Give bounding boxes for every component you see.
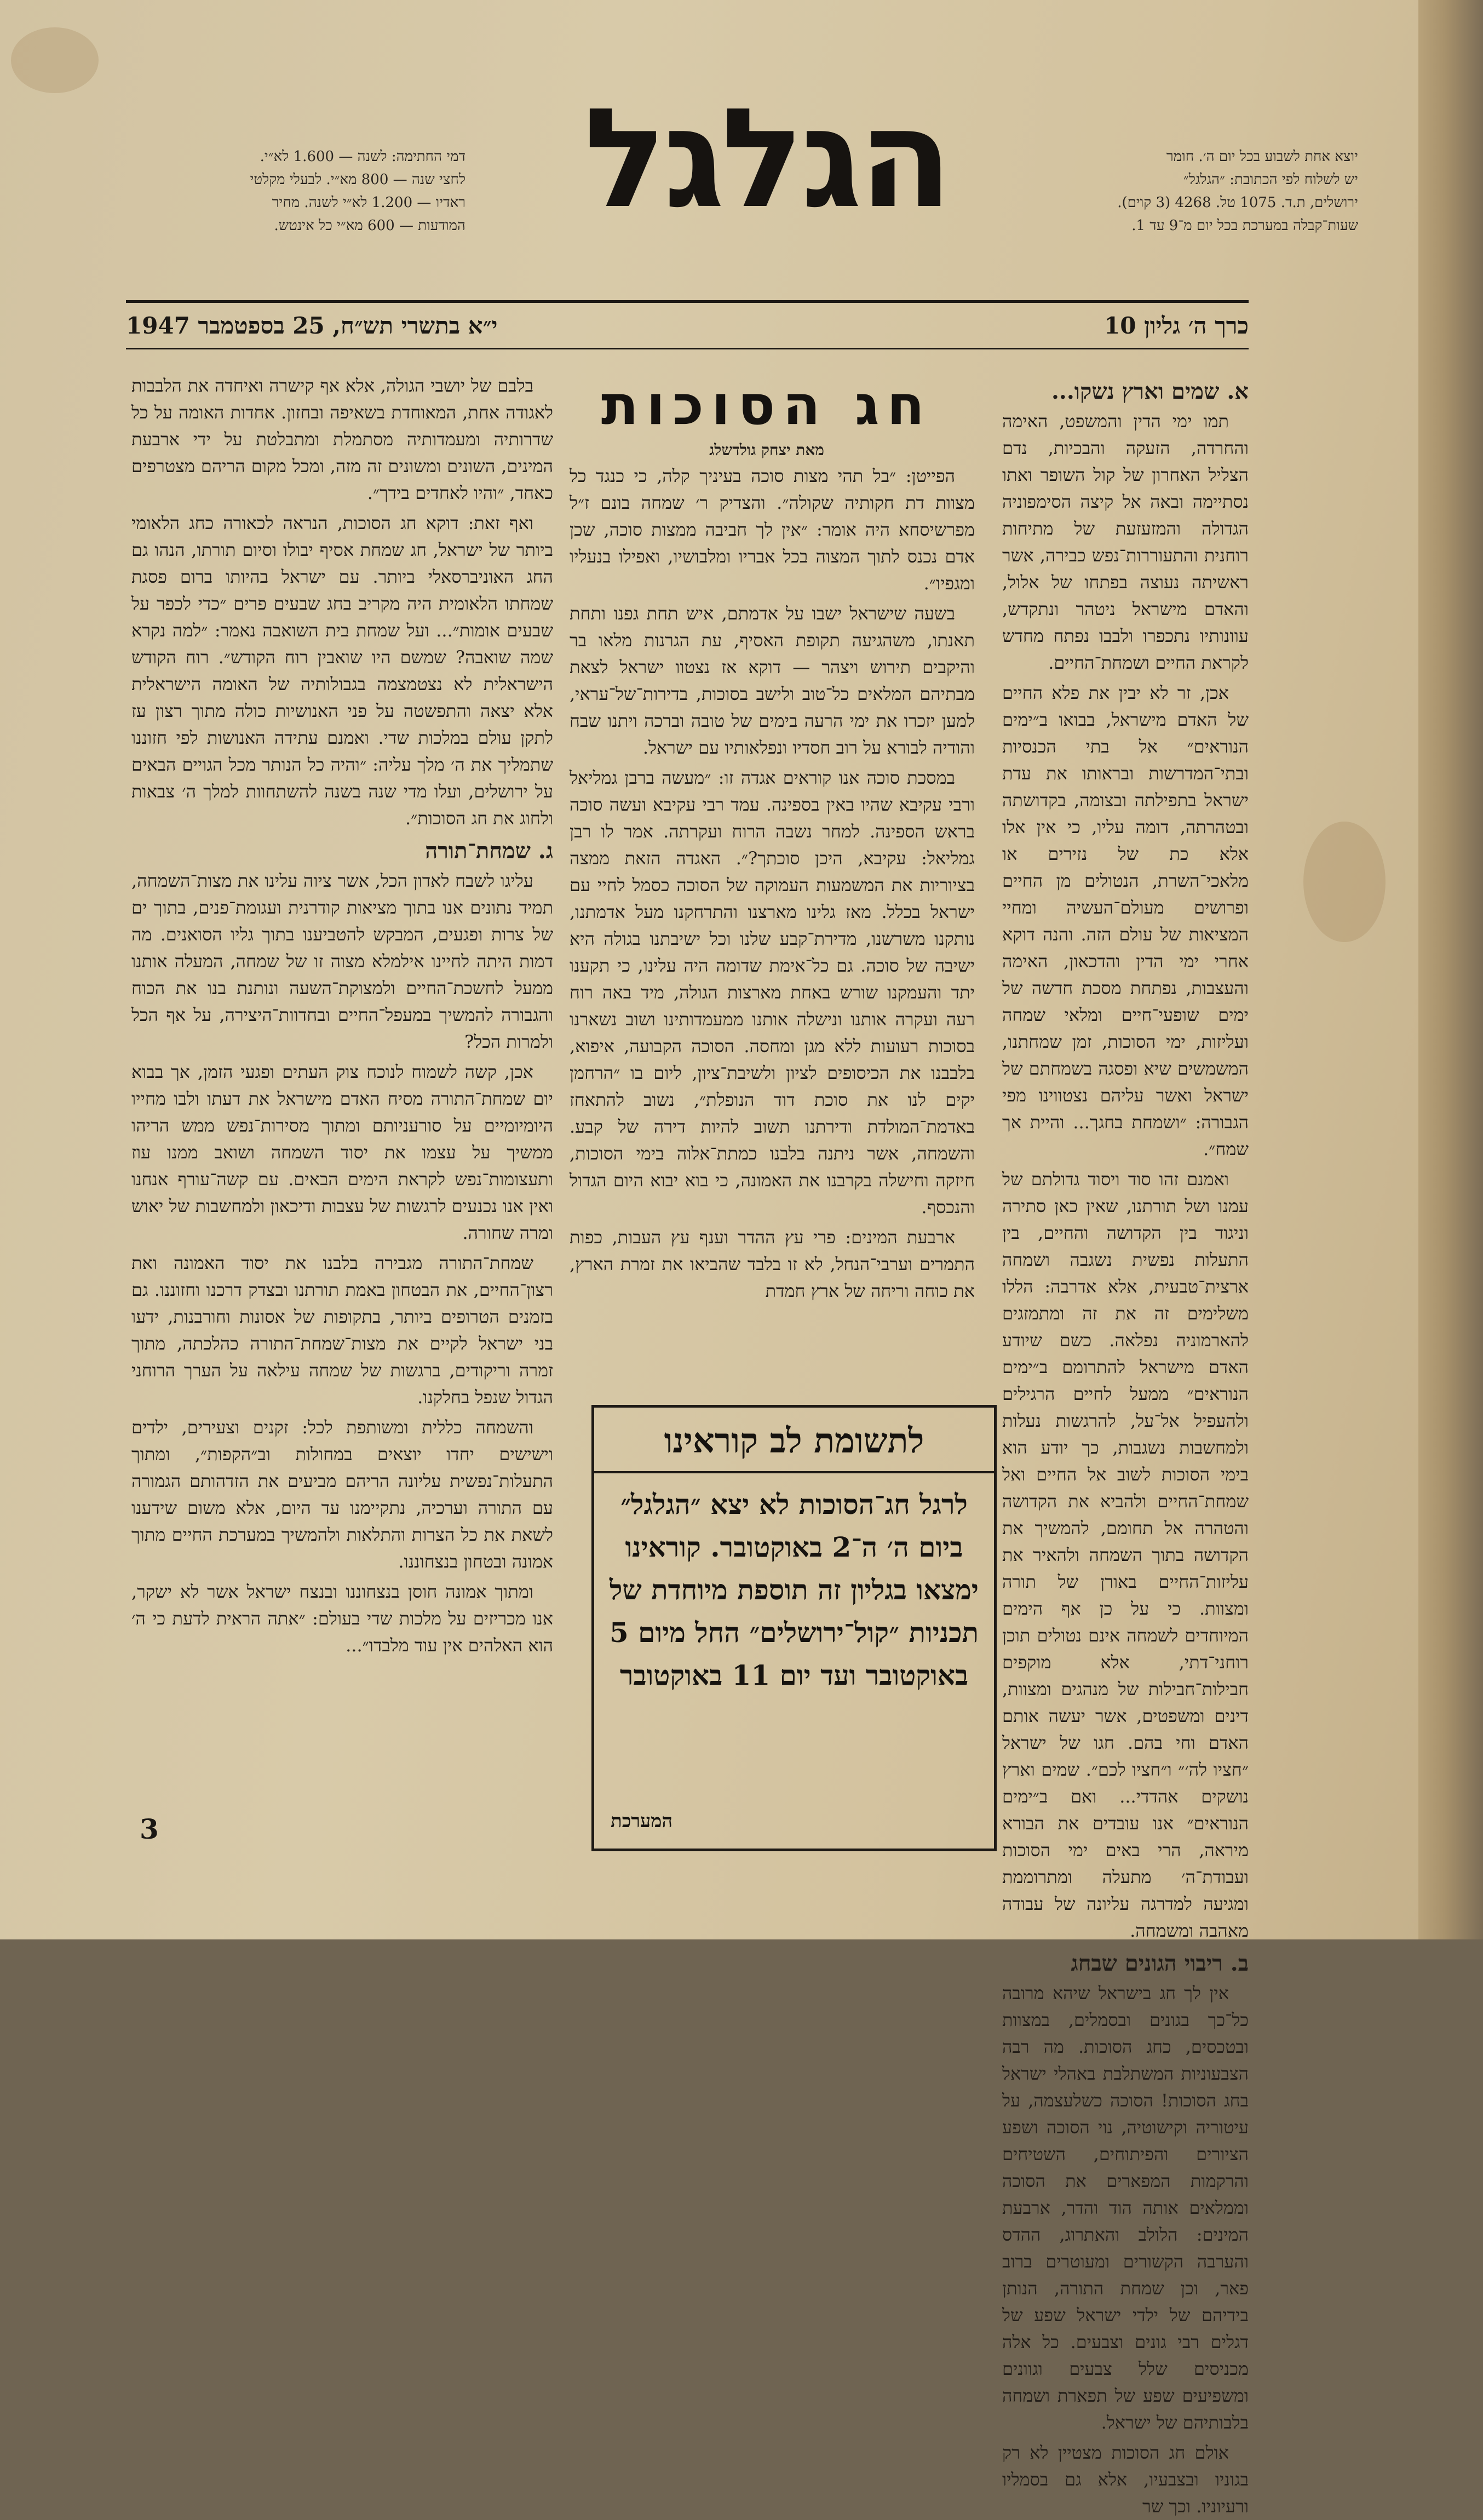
paper-stain: [11, 27, 99, 93]
paper-stain: [1303, 822, 1386, 942]
issue-date: י״א בתשרי תש״ח, 25 בספטמבר 1947: [126, 312, 498, 339]
issue-volume: כרך ה׳ גליון 10: [1104, 312, 1249, 339]
paragraph: אולם חג הסוכות מצטיין לא רק בגוניו ובצבעיו, אלא גם בסמליו ורעיוניו. וכך שר: [1002, 2442, 1249, 2517]
notice-body: לרגל חג־הסוכות לא יצא ״הגלגל״ ביום ה׳ ה־2 באוקטובר. קוראינו ימצאו בגליון זה תוספת מיוחדת של תכניות ״קול־ירושלים״ החל מיום 5 באוקטובר ועד יום 11 באוקטובר: [609, 1488, 979, 1691]
paragraph: והשמחה כללית ומשותפת לכל: זקנים וצעירים, ילדים וישישים יחדו יוצאים במחולות וב״הקפות״, ומתוך התעלות־נפשית עליונה הריהם מביעים את הזדהותם הגמורה עם התורה וערכיה, נתקיימנו עד היום, אלא משום שידענו לשאת את כל הצרות והתלאות ולהמשיך במערכת החיים מתוך אמונה ובטחון בנצחוננו.: [131, 1417, 553, 1572]
section-heading-b: ב. ריבוי הגונים שבחג: [1071, 1950, 1249, 1976]
section-heading-c: ג. שמחת־תורה: [425, 838, 553, 864]
paragraph: תמו ימי הדין והמשפט, האימה והחרדה, הזעקה והבכיות, נדם הצליל האחרון של קול השופר ואתו נסתיימה ובאה אל קיצה הסימפוניה הגדולה והמזעזעת של מתיחות רוחנית והתעוררות־נפש כבירה, אשר ראשיתה נעוצה בפתחו של אלול, והאדם מישראל ניטהר ונתקדש, עוונותיו נתכפרו ולבבו נפתח מחדש לקראת החיים ושמחת־החיים.: [1002, 411, 1249, 673]
top-rule: [126, 300, 1249, 303]
paragraph: אין לך חג בישראל שיהא מרובה כל־כך בגונים ובסמלים, במצוות ובטכסים, כחג הסוכות. מה רבה הצבעוניות המשתלבת באהלי ישראל בחג הסוכות! הסוכה כשלעצמה, על עיטוריה וקישוטיה, נוי הסוכה ושפע הציורים והפיתוחים, השטיחים והרקמות המפארים את הסוכה וממלאים אותה הוד והדר, ארבעת המינים: הלולב והאתרוג, ההדס והערבה הקשורים ומעוטרים ברוב פאר, וכן שמחת התורה, הנותן בידיהם של ילדי ישראל שפע של דגלים רבי גונים וצבעים. כל אלה מכניסים שלל צבעים וגוונים ומשפיעים שפע של תפארת ושמחה בלבותיהם של ישראל.: [1002, 1983, 1249, 2433]
column-middle: [570, 463, 975, 1383]
article-title: חג הסוכות: [601, 373, 933, 437]
notice-heading: לתשומת לב קוראינו: [594, 1417, 994, 1473]
paragraph: שמחת־התורה מגבירה בלבנו את יסוד האמונה ואת רצון־החיים, את הבטחון באמת תורתנו ובצדק דרכנו וחזוננו. גם בזמנים הטרופים ביותר, בתקופות של אסונות וחורבנות, ידעו בני ישראל לקיים את מצות־שמחת־התורה כהלכתה, מתוך זמרה וריקודים, ברגשות של שמחה עילאה על הערך הרוחני הגדול שנפל בחלקנו.: [131, 1253, 553, 1408]
column-left: [131, 372, 553, 1818]
masthead-title: הגלגל: [584, 79, 950, 238]
column-right: [1002, 372, 1249, 2517]
paragraph: הפייטן: ״בל תהי מצות סוכה בעיניך קלה, כי כנגד כל מצוות דת חקותיה שקולה״. והצדיק ר׳ שמחה בונם ז״ל מפרשיסחא היה אומר: ״אין לך חביבה ממצות סוכה, שכן אדם נכנס לתוך המצוה בכל אבריו ומלבושיו, ואפילו בנעליו ומגפיו״.: [570, 466, 975, 594]
paragraph: ארבעת המינים: פרי עץ ההדר וענף עץ העבות, כפות התמרים וערבי־הנחל, לא זו בלבד שהביאו את זמרת הארץ, את כוחה וריחה של ארץ חמדת: [570, 1227, 975, 1301]
notice-signature: המערכת: [611, 1810, 673, 1832]
paragraph: ואמנם זהו סוד ויסוד גדולתם של עמנו ושל תורתנו, שאין כאן סתירה וניגוד בין הקדושה והחיים, בין התעלות נפשית נשגבה ושמחה ארצית־טבעית, אלא אדרבה: הללו משלימים זה את זה ומתמזגים להארמוניה נפלאה. כשם שיודע האדם מישראל להתרומם ב״ימים הנוראים״ ממעל לחיים הרגילים ולהעפיל אל־על, להרגשות נעלות ולמחשבות נשגבות, כך יודע הוא בימי הסוכות לשוב אל החיים ואל שמחת־החיים ולהביא את הקדושה והטהרה אל תחומם, להמשיך את הקדושה בתוך השמחה ולהאיר את עליזות־החיים באורן של תורה ומצוות. כי על כן אף הימים המיוחדים לשמחה אינם נטולים תוכן רוחני־דתי, אלא מוקפים חבילות־חבילות של מנהגים ומצוות, דינים ומשפטים, אשר יעשה אותם האדם וחי בהם. חגו של ישראל ״חציו לה׳״ ו״חציו לכם״. שמים וארץ נושקים אהדדי... ואם ב״ימים הנוראים״ אנו עובדים את הבורא מיראה, הרי באים ימי הסוכות ועבודת־ה׳ מתעלה ומתרוממת ומגיעה למדרגה עליונה של עבודה מאהבה ומשמחה.: [1002, 1169, 1249, 1941]
paragraph: אכן, קשה לשמוח לנוכח צוק העתים ופגעי הזמן, אך בבוא יום שמחת־התורה מסיח האדם מישראל את דעתו ולבו מחייו היומיומיים על סורעניותם ומתוך מסירות־נפש ממש הריהו ממשיך על עצמו את יסוד השמחה ושואב ממנו עוז ותעצומות־נפש לקראת הימים הבאים. עם קשה־עורף אנחנו ואין אנו נכנעים לרגשות של עצבות ודיכאון ולמחשבות של יאוש ומרה שחורה.: [131, 1061, 553, 1243]
article-byline: מאת יצחק גולדשלג: [709, 441, 824, 459]
issue-bar: [126, 307, 1249, 345]
page-number: 3: [140, 1813, 159, 1845]
section-heading-a: א. שמים וארץ נשקו...: [1051, 378, 1249, 404]
masthead-publication-info: יוצא אחת לשבוע בכל יום ה׳. חומר יש לשלוח לפי הכתובת: ״הגלגל״ ירושלים, ת.ד. 1075 טל. 4268 (3 קוים). שעות־קבלה במערכת בכל יום מ־9 עד 1.: [1117, 148, 1358, 234]
notice-box: [591, 1405, 997, 1851]
bottom-rule: [126, 348, 1249, 349]
paragraph: בלבם של יושבי הגולה, אלא אף קישרה ואיחדה את הלבבות לאגודה אחת, המאוחדת בשאיפה ובחזון. אחדות האומה על כל שדרותיה ומעמדותיה מסתמלת ומתבלטת על ידי ארבעת המינים, השונים ומשונים זה מזה, ומכל מקום הריהם מצטרפים כאחד, ״והיו לאחדים בידך״.: [131, 375, 553, 503]
paragraph: בשעה שישראל ישבו על אדמתם, איש תחת גפנו ותחת תאנתו, משהגיעה תקופת האסיף, עת הגרנות מלאו בר והיקבים תירוש ויצהר — דוקא אז נצטוו ישראל לצאת מבתיהם המלאים כל־טוב ולישב בסוכות, בדירות־של־עראי, למען יזכרו את ימי הרעה בימים של טובה וברכה ויתנו שבח והודיה לבורא על רוב חסדיו ונפלאותיו עם ישראל.: [570, 603, 975, 758]
masthead-subscription-info: דמי החתימה: לשנה — 1.600 לא״י. לחצי שנה — 800 מא״י. לבעלי מקלטי ראדיו — 1.200 לא״י לשנה. מחיר המודעות — 600 מא״י כל אינטש.: [250, 148, 465, 234]
paragraph: אכן, זר לא יבין את פלא החיים של האדם מישראל, בבואו ב״ימים הנוראים״ אל בתי הכנסיות ובתי־המדרשות ובראותו את עדת ישראל בתפילתה ובצומה, בקדושתה ובטהרתה, דומה עליו, כי אין אלו אלא כת של נזירים או מלאכי־השרת, הנטולים מן החיים ופרושים מעולם־העשיה ומחיי המציאות של עולם הזה. והנה דוקא אחרי ימי הדין והדכאון, האימה והעצבות, נפתחת מסכת חדשה של ימים שופעי־חיים ומלאי שמחה ועליזות, ימי הסוכות, זמן שמחתנו, המשמשים שיא ופסגה בשמחתם של ישראל ואשר עליהם נצטווינו מפי הגבורה: ״ושמחת בחגך... והיית אך שמח״.: [1002, 682, 1249, 1159]
paragraph: עליגו לשבח לאדון הכל, אשר ציוה עלינו את מצות־השמחה, תמיד נתונים אנו בתוך מציאות קודרנית ועגומת־פנים, בתוך ים של צרות ופגעים, המבקש להטביענו בתוך גליו הסואנים. מה דמות היתה לחיינו אילמלא מצוה זו של שמחה, המעלה אותנו ממעל לחשכת־החיים ולמצוקת־השעה ונותנת בנו את הכוח והגבורה להמשיך במעפל־החיים ובחדוות־היצירה, על אף הכל ולמרות הכל?: [131, 870, 553, 1052]
binding-edge: [1418, 0, 1483, 1939]
paragraph: ואף זאת: דוקא חג הסוכות, הנראה לכאורה כחג הלאומי ביותר של ישראל, חג שמחת אסיף יבולו וסיום תורתו, הנהו גם החג האוניברסאלי ביותר. עם ישראל בהיותו ברום פסגת שמחתו הלאומית היה מקריב בחג שבעים פרים ״כדי לכפר על שבעים אומות״... ועל שמחת בית השואבה נאמר: ״למה נקרא שמה שואבה? שמשם היו שואבין רוח הקודש״. רוח הקודש הישראלית לא נצטמצמה בגבולותיה של האומה הישראלית אלא יצאה והתפשטה על פני האנושיות כולה מתוך רצון עז לתקן עולם במלכות שדי. ואמנם עתידה האנושות לפי חזוננו שתמליך את ה׳ מלך עליה: ״והיה כל הנותר מכל הגויים הבאים על ירושלים, ועלו מדי שנה בשנה להשתחוות למלך ה׳ צבאות ולחוג את חג הסוכות״.: [131, 513, 554, 829]
paragraph: במסכת סוכה אנו קוראים אגדה זו: ״מעשה ברבן גמליאל ורבי עקיבא שהיו באין בספינה. עמד רבי עקיבא ועשה סוכה בראש הספינה. למחר נשבה הרוח ועקרתה. אמר לו רבן גמליאל: עקיבא, היכן סוכתך?״. האגדה הזאת ממצה בציוריות את המשמעות העמוקה של הסוכה כסמל לחיי עם ישראל בכלל. מאז גלינו מארצנו והתרחקנו מעל אדמתנו, נותקנו משרשנו, מדירת־קבע שלנו וכל ישיבתנו בגולה היא ישיבה של סוכה. גם כל־אימת שדומה היה עלינו, כי תקענו יתד והעמקנו שורש באחת מארצות הגולה, מיד באה רוח רעה ועקרה אותנו ונישלה אותנו ממעמדותינו ושוב נשארנו בסוכות רעועות ללא מגן ומחסה. הסוכה הקבועה, איפוא, בלבבנו את הכיסופים לציון ולשיבת־ציון, ליום בו ״הרחמן יקים לנו את סוכת דוד הנופלת״, נשוב להתאחז באדמת־המולדת ודירתנו תשוב להיות דירה של קבע. והשמחה, אשר ניתנה בלבנו כמתת־אלוה בימי הסוכות, חיזקה וחישלה בקרבנו את האמונה, כי בוא יבוא היום הגדול והנכסף.: [570, 767, 975, 1218]
paragraph: ומתוך אמונה חוסן בנצחוננו ובנצח ישראל אשר לא ישקר, אנו מכריזים על מלכות שדי בעולם: ״אתה הראית לדעת כי ה׳ הוא האלהים אין עוד מלבדו״...: [131, 1581, 554, 1656]
